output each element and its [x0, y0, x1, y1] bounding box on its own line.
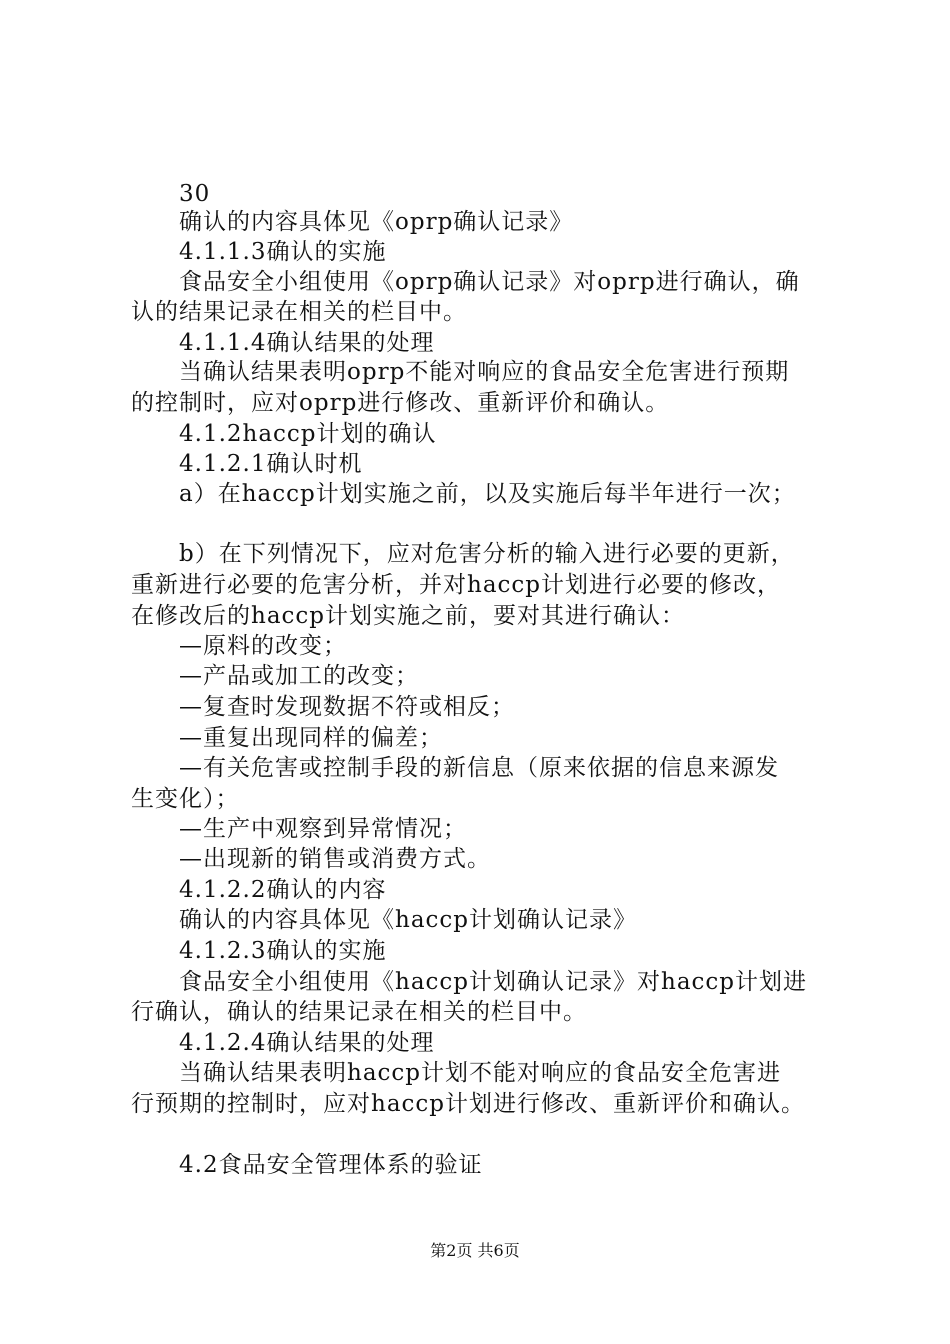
text-line: 认的结果记录在相关的栏目中。	[131, 299, 467, 325]
text-line: a）在haccp计划实施之前，以及实施后每半年进行一次；	[179, 481, 796, 507]
list-item: —原料的改变；	[179, 633, 347, 659]
text-line: 行确认，确认的结果记录在相关的栏目中。	[131, 999, 587, 1025]
text-line: 食品安全小组使用《oprp确认记录》对oprp进行确认，确	[179, 269, 800, 295]
list-item: —有关危害或控制手段的新信息（原来依据的信息来源发	[179, 755, 779, 781]
list-item: —出现新的销售或消费方式。	[179, 846, 491, 872]
list-item: —产品或加工的改变；	[179, 663, 419, 689]
section-heading: 4.1.2.2确认的内容	[179, 877, 387, 903]
text-line: 当确认结果表明haccp计划不能对响应的食品安全危害进	[179, 1060, 782, 1086]
text-line: 在修改后的haccp计划实施之前，要对其进行确认：	[131, 603, 686, 629]
list-item: —重复出现同样的偏差；	[179, 725, 443, 751]
section-heading: 4.1.1.3确认的实施	[179, 239, 387, 265]
page-number-footer: 第2页 共6页	[430, 1241, 520, 1260]
section-heading: 4.2食品安全管理体系的验证	[179, 1152, 483, 1178]
text-line: 确认的内容具体见《oprp确认记录》	[179, 209, 574, 235]
text-line: 当确认结果表明oprp不能对响应的食品安全危害进行预期	[179, 359, 790, 385]
section-heading: 4.1.2.1确认时机	[179, 451, 363, 477]
text-line: 的控制时，应对oprp进行修改、重新评价和确认。	[131, 390, 670, 416]
text-line: 确认的内容具体见《haccp计划确认记录》	[179, 907, 638, 933]
text-line: 生变化）；	[131, 786, 240, 812]
list-item: —复查时发现数据不符或相反；	[179, 694, 515, 720]
section-heading: 4.1.1.4确认结果的处理	[179, 330, 435, 356]
section-heading: 4.1.2haccp计划的确认	[179, 421, 437, 447]
section-heading: 4.1.2.3确认的实施	[179, 938, 387, 964]
list-item: —生产中观察到异常情况；	[179, 816, 467, 842]
section-heading: 4.1.2.4确认结果的处理	[179, 1030, 435, 1056]
text-line: 30	[179, 181, 211, 207]
text-line: 行预期的控制时，应对haccp计划进行修改、重新评价和确认。	[131, 1091, 806, 1117]
text-line: 重新进行必要的危害分析，并对haccp计划进行必要的修改，	[131, 572, 782, 598]
text-line: 食品安全小组使用《haccp计划确认记录》对haccp计划进	[179, 969, 808, 995]
text-line: b）在下列情况下，应对危害分析的输入进行必要的更新，	[179, 541, 795, 567]
